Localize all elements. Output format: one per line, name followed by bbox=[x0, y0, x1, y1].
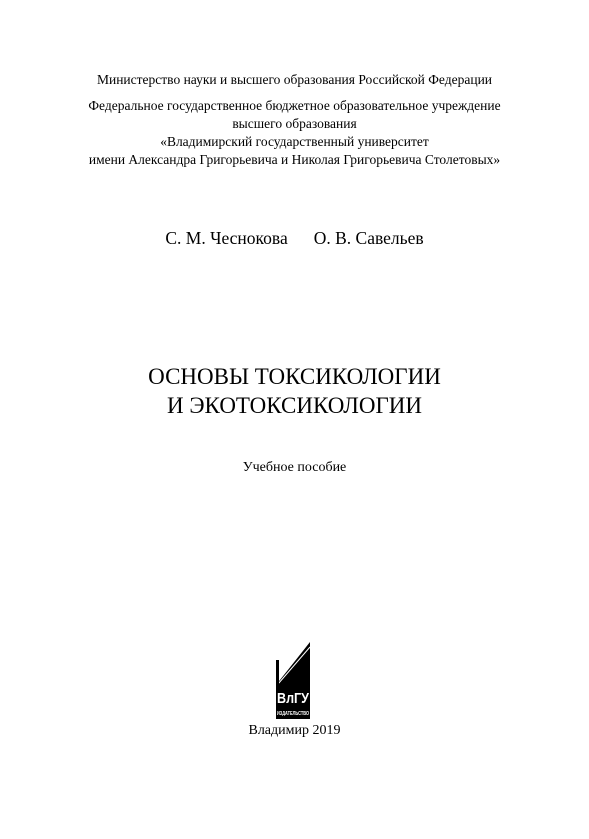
logo-text-small: ИЗДАТЕЛЬСТВО bbox=[277, 711, 310, 717]
author-1: С. М. Чеснокова bbox=[165, 228, 288, 248]
subtitle: Учебное пособие bbox=[242, 460, 347, 475]
author-2: О. В. Савельев bbox=[313, 228, 424, 248]
institution-line-3: «Владимирский государственный университет bbox=[160, 134, 429, 149]
city-year: Владимир 2019 bbox=[248, 723, 341, 738]
institution-line-1: Федеральное государственное бюджетное образовательное учреждение bbox=[88, 98, 501, 113]
authors bbox=[0, 227, 589, 249]
ministry-line: Министерство науки и высшего образования Российской Федерации bbox=[96, 72, 493, 87]
title-line-1: ОСНОВЫ ТОКСИКОЛОГИИ bbox=[148, 364, 441, 389]
publisher-logo bbox=[274, 641, 312, 721]
institution-line-2: высшего образования bbox=[232, 116, 357, 131]
logo-text-main: ВлГУ bbox=[277, 690, 310, 707]
logo-bar bbox=[276, 660, 279, 686]
title-line-2: И ЭКОТОКСИКОЛОГИИ bbox=[167, 393, 422, 418]
logo-triangle bbox=[276, 642, 310, 685]
institution-line-4: имени Александра Григорьевича и Николая Григорьевича Столетовых» bbox=[88, 152, 501, 167]
